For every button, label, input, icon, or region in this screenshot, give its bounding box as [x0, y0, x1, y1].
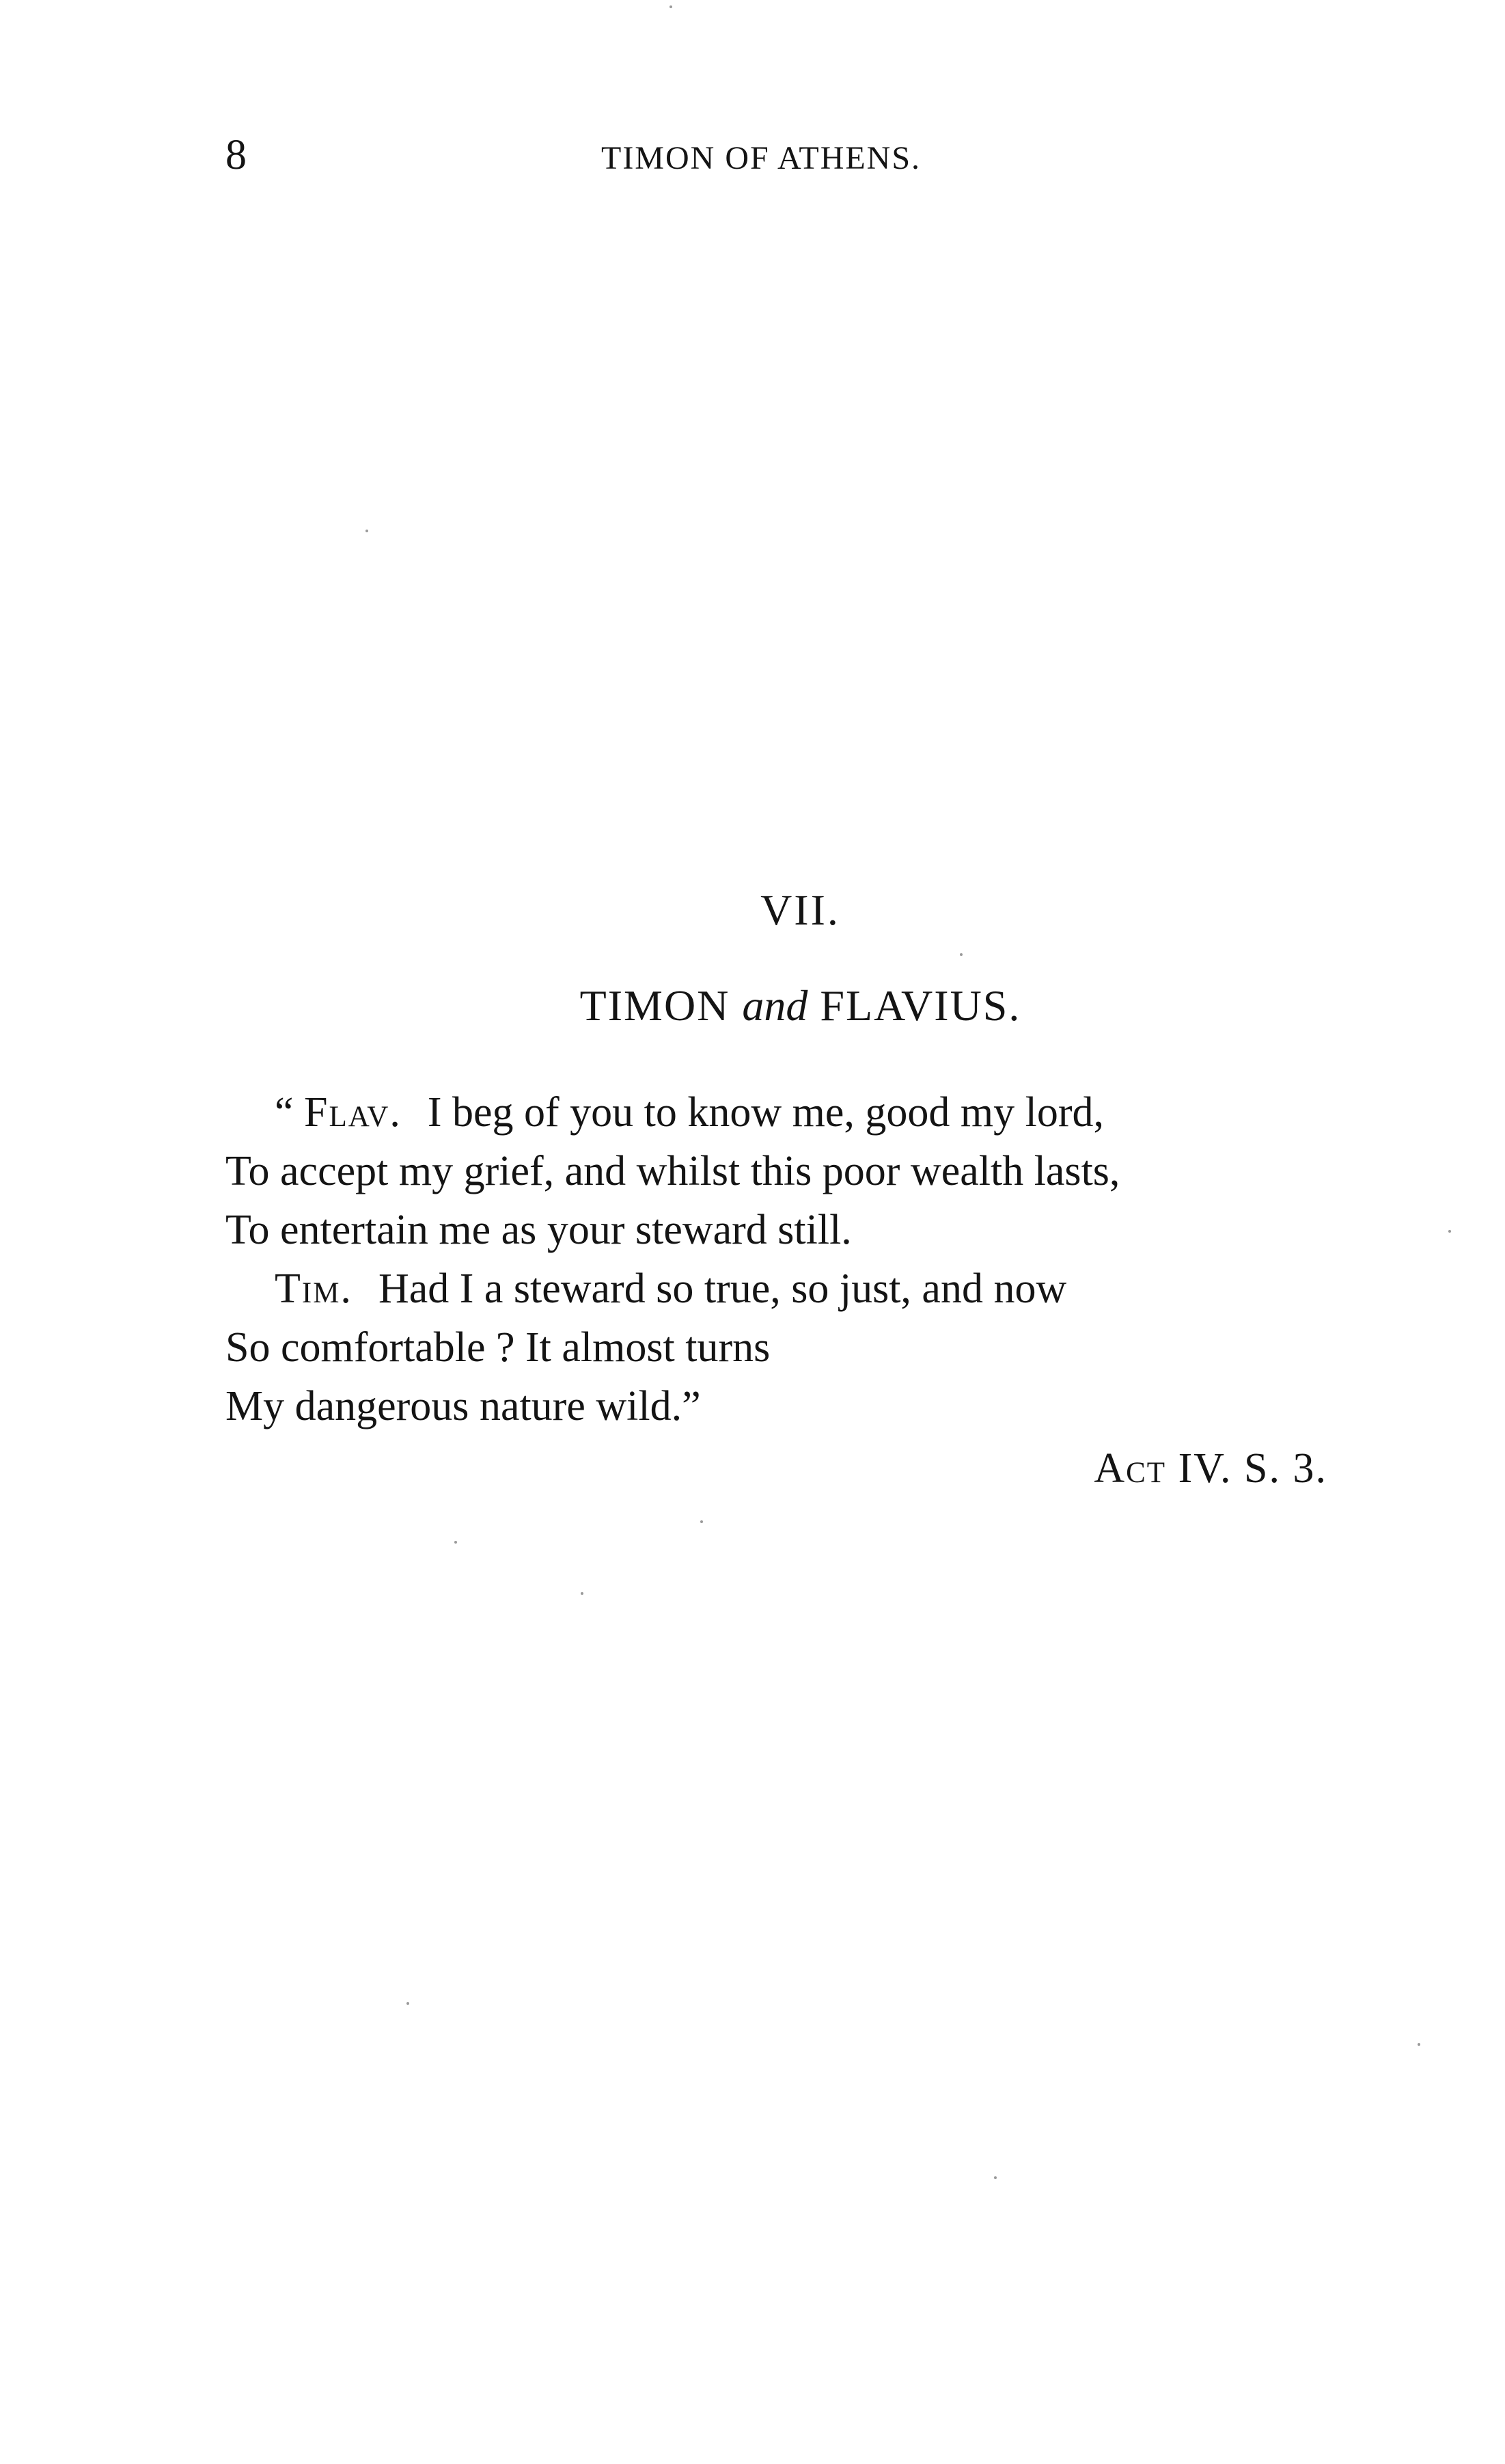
act-scene-attribution: [1094, 1447, 1327, 1490]
verse-line: So comfortable ? It almost turns: [225, 1324, 771, 1371]
paper-speck: [1418, 2043, 1420, 2046]
verse-line: [225, 1083, 1332, 1142]
paper-speck: [1448, 1230, 1451, 1233]
section-title-part1: TIMON: [579, 981, 730, 1030]
line-text: Had I a steward so true, so just, and now: [378, 1265, 1067, 1312]
verse-line: My dangerous nature wild.”: [225, 1383, 701, 1429]
verse-line: To entertain me as your steward still.: [225, 1207, 852, 1253]
paper-speck: [994, 2176, 997, 2179]
verse-quotation: [225, 1083, 1332, 1436]
act-scene-reference: IV. S. 3.: [1178, 1445, 1327, 1492]
section-number: VII.: [760, 886, 840, 934]
page-number: 8: [225, 132, 247, 178]
paper-speck: [960, 953, 963, 956]
paper-speck: [700, 1520, 703, 1523]
paper-speck: [406, 2002, 409, 2005]
section-title-conjunction: and: [742, 981, 808, 1030]
speaker-name: Tim.: [275, 1265, 353, 1312]
paper-speck: [454, 1541, 457, 1544]
running-title: TIMON OF ATHENS.: [601, 140, 922, 176]
speaker-name: Flav.: [304, 1089, 402, 1136]
paper-speck: [365, 530, 368, 532]
paper-speck: [581, 1592, 583, 1595]
section-title: [0, 981, 1505, 1030]
verse-line: To accept my grief, and whilst this poor wealth lasts,: [225, 1148, 1120, 1194]
section-title-part2: FLAVIUS.: [820, 981, 1021, 1030]
act-label: Act: [1094, 1445, 1167, 1492]
paper-speck: [669, 5, 672, 8]
verse-line: [225, 1259, 1332, 1318]
opening-quote: “: [275, 1089, 294, 1136]
line-text: I beg of you to know me, good my lord,: [427, 1089, 1104, 1136]
